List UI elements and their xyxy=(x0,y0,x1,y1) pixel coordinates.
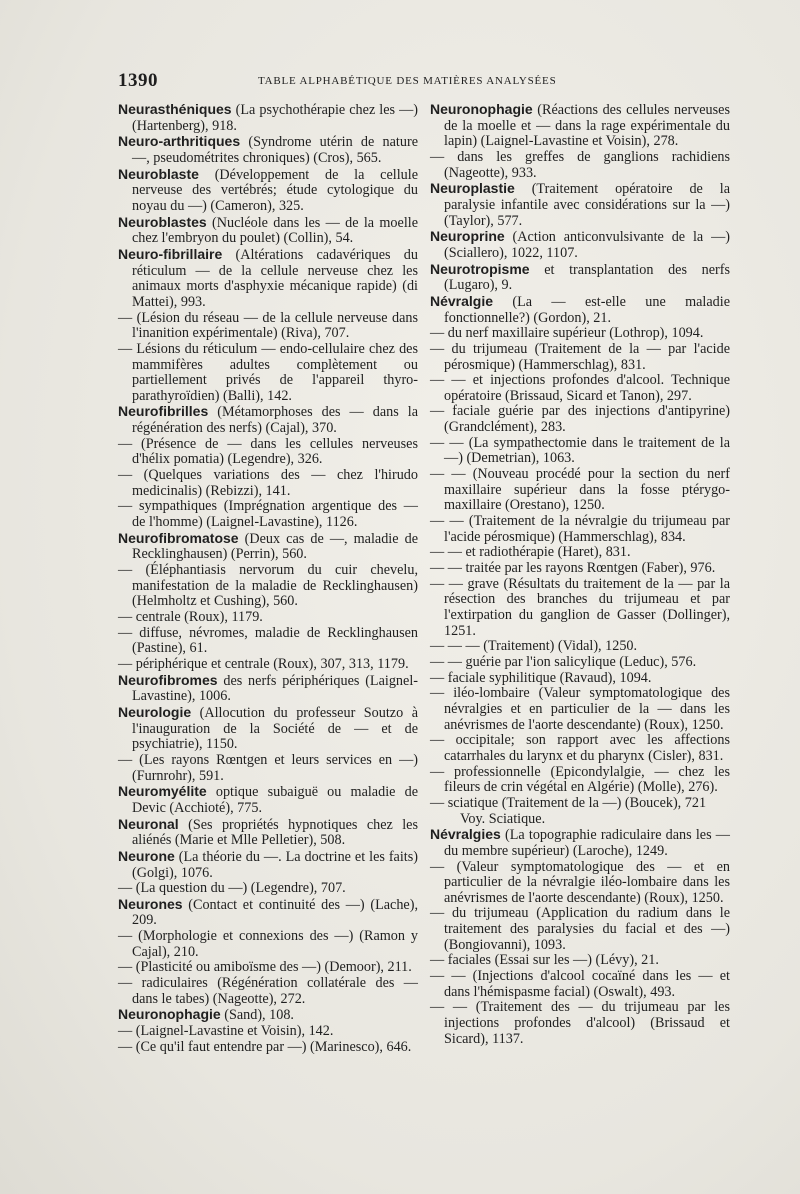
index-entry xyxy=(430,812,730,828)
index-entry xyxy=(430,827,730,859)
entry-headword: Neurotropisme xyxy=(430,260,530,277)
entry-text: — sympathiques (Imprégnation argentique des — de l'homme) (Laignel-Lavastine), 1126. xyxy=(118,498,418,531)
entry-text: (Altérations cadavériques du réticulum — de la cellule nerveuse chez les animaux morts d'asphyxie mécanique rapide) (di Mattei), 993. xyxy=(132,246,418,310)
index-entry xyxy=(118,849,418,881)
index-entry xyxy=(118,1040,418,1056)
entry-text: — iléo-lombaire (Valeur symptomatologique des névralgies et en particulier de la — dans les anévrismes de l'aorte descendante) (Roux), 1250. xyxy=(430,685,730,733)
index-entry xyxy=(118,960,418,976)
entry-text: — faciale guérie par des injections d'antipyrine) (Grandclément), 283. xyxy=(430,403,730,436)
entry-text: (Développement de la cellule nerveuse des vertébrés; étude cytologique du noyau du —) (Cameron), 325. xyxy=(132,166,418,214)
entry-headword: Neuroblastes xyxy=(118,213,207,230)
entry-headword: Névralgie xyxy=(430,292,494,309)
entry-headword: Neuro-fibrillaire xyxy=(118,245,223,262)
entry-text: des nerfs périphériques (Laignel-Lavastine), 1006. xyxy=(132,672,418,705)
entry-text: (Traitement opératoire de la paralysie infantile avec considérations sur la —) (Taylor), 577. xyxy=(444,181,730,229)
entry-text: (Sand), 108. xyxy=(220,1007,294,1024)
entry-headword: Neuroplastie xyxy=(430,180,515,197)
entry-text: — — (Nouveau procédé pour la section du nerf maxillaire supérieur dans la fosse ptérygo-maxillaire (Orestano), 1250. xyxy=(430,466,730,514)
entry-headword: Neuro-arthritiques xyxy=(118,133,241,150)
index-entry xyxy=(118,499,418,530)
index-entry xyxy=(118,102,418,134)
index-entry xyxy=(430,294,730,326)
entry-text: — diffuse, névromes, maladie de Recklinghausen (Pastine), 61. xyxy=(118,624,418,657)
entry-text: (Action anticonvulsivante de la —) (Sciallero), 1022, 1107. xyxy=(444,229,730,261)
index-entry xyxy=(430,102,730,150)
entry-headword: Neurofibrilles xyxy=(118,403,209,420)
entry-text: — — (Traitement de la névralgie du trijumeau par l'acide pérosmique) (Hammerschlag), 834. xyxy=(430,513,730,545)
entry-text: — (Laignel-Lavastine et Voisin), 142. xyxy=(118,1023,334,1040)
index-entry xyxy=(118,167,418,215)
index-entry xyxy=(118,626,418,657)
entry-text: — — (Traitement des — du trijumeau par les injections profondes d'alcool) (Brissaud et Sicard), 1137. xyxy=(430,999,730,1047)
entry-text: (Nucléole dans les — de la moelle chez l'embryon du poulet) (Collin), 54. xyxy=(132,214,418,247)
entry-headword: Neuronophagie xyxy=(118,1006,221,1023)
entry-text: optique subaiguë ou maladie de Devic (Acchioté), 775. xyxy=(132,784,418,816)
index-entry xyxy=(118,404,418,436)
page-header xyxy=(118,70,718,92)
entry-headword: Neurofibromes xyxy=(118,671,218,688)
entry-text: — du nerf maxillaire supérieur (Lothrop), 1094. xyxy=(430,325,704,342)
entry-text: (Deux cas de —, maladie de Recklinghausen) (Perrin), 560. xyxy=(132,530,418,563)
entry-text: — du trijumeau (Traitement de la — par l'acide pérosmique) (Hammerschlag), 831. xyxy=(430,340,730,373)
entry-text: (Ses propriétés hypnotiques chez les aliénés (Marie et Mlle Pelletier), 508. xyxy=(132,816,418,849)
index-entry xyxy=(430,342,730,373)
entry-text: — (Éléphantiasis nervorum du cuir chevelu, manifestation de la maladie de Recklinghausen) (Helmholtz et Cushing), 560. xyxy=(118,562,418,610)
entry-text: Voy. Sciatique. xyxy=(460,810,546,827)
entry-text: — professionnelle (Epicondylalgie, — chez les fileurs de crin végétal en Algérie) (Molle), 276). xyxy=(430,763,730,796)
entry-text: et transplantation des nerfs (Lugaro), 9. xyxy=(444,261,730,294)
index-entry xyxy=(430,545,730,561)
left-column xyxy=(118,102,418,1055)
entry-headword: Neurasthéniques xyxy=(118,101,232,117)
index-entry xyxy=(430,229,730,261)
index-entry xyxy=(430,639,730,655)
entry-headword: Neuroblaste xyxy=(118,165,199,182)
entry-text: — — — (Traitement) (Vidal), 1250. xyxy=(430,638,638,655)
entry-text: — (Lésion du réseau — de la cellule nerveuse dans l'inanition expérimentale) (Riva), 707. xyxy=(118,309,418,342)
entry-text: — — et radiothérapie (Haret), 831. xyxy=(430,544,631,561)
index-entry xyxy=(430,262,730,294)
index-entry xyxy=(430,404,730,435)
entry-headword: Neuronophagie xyxy=(430,101,533,117)
index-entry xyxy=(430,326,730,342)
entry-text: — (Morphologie et connexions des —) (Ramon y Cajal), 210. xyxy=(118,928,418,960)
index-entry xyxy=(430,860,730,907)
entry-text: — dans les greffes de ganglions rachidiens (Nageotte), 933. xyxy=(430,148,730,181)
index-entry xyxy=(430,181,730,229)
entry-headword: Neuromyélite xyxy=(118,783,207,800)
index-entry xyxy=(118,311,418,342)
entry-text: — occipitale; son rapport avec les affections catarrhales du larynx et du pharynx (Cisler), 831. xyxy=(430,732,730,764)
index-entry xyxy=(118,817,418,849)
entry-text: (Métamorphoses des — dans la régénération des nerfs) (Cajal), 370. xyxy=(132,404,418,437)
entry-text: — centrale (Roux), 1179. xyxy=(118,609,263,625)
page-number: 1390 xyxy=(118,70,158,91)
entry-text: — (Valeur symptomatologique des — et en particulier de la névralgie iléo-lombaire dans les anévrismes de l'aorte descendante) (Roux), 1250. xyxy=(430,858,730,906)
entry-text: — (La question du —) (Legendre), 707. xyxy=(118,880,346,897)
entry-headword: Neuronal xyxy=(118,815,179,832)
entry-text: (Contact et continuité des —) (Lache), 209. xyxy=(132,896,418,929)
entry-text: — — (Injections d'alcool cocaïné dans les — et dans l'hémispasme facial) (Oswalt), 493. xyxy=(430,968,730,1000)
entry-text: — (Quelques variations des — chez l'hirudo medicinalis) (Rebizzi), 141. xyxy=(118,467,418,499)
entry-text: — Lésions du réticulum — endo-cellulaire chez des mammifères adultes complètement ou partiellement privés de l'appareil thyro-parathyroïdien) (Balli), 142. xyxy=(118,340,418,404)
index-entry xyxy=(430,514,730,545)
index-entry xyxy=(118,897,418,929)
entry-text: — — guérie par l'ion salicylique (Leduc), 576. xyxy=(430,653,697,670)
index-entry xyxy=(430,436,730,467)
entry-headword: Neurone xyxy=(118,847,175,864)
index-entry xyxy=(430,561,730,577)
entry-text: (Syndrome utérin de nature —, pseudométrites chroniques) (Cros), 565. xyxy=(132,134,418,166)
entry-text: — (Présence de — dans les cellules nerveuses d'hélix pomatia) (Legendre), 326. xyxy=(118,435,418,468)
entry-text: — faciales (Essai sur les —) (Lévy), 21. xyxy=(430,952,659,969)
entry-text: (La topographie radiculaire dans les — du membre supérieur) (Laroche), 1249. xyxy=(444,827,730,859)
index-entry xyxy=(118,1007,418,1024)
entry-text: (La — est-elle une maladie fonctionnelle?) (Gordon), 21. xyxy=(444,293,730,326)
index-entry xyxy=(430,150,730,181)
index-entry xyxy=(430,796,730,812)
entry-text: (Allocution du professeur Soutzo à l'inauguration de la Société de — et de psychiatrie), 1150. xyxy=(132,704,418,753)
index-entry xyxy=(118,610,418,626)
index-entry xyxy=(118,247,418,311)
index-entry xyxy=(430,765,730,796)
entry-headword: Neurones xyxy=(118,895,183,912)
entry-headword: Neuroprine xyxy=(430,228,505,245)
entry-text: — — grave (Résultats du traitement de la — par la résection des branches du trijumeau et par l'extirpation du ganglion de Gasser (Dollinger), 1251. xyxy=(430,575,730,639)
index-entry xyxy=(118,468,418,499)
index-entry xyxy=(430,577,730,640)
index-entry xyxy=(430,671,730,687)
index-entry xyxy=(118,976,418,1007)
index-entry xyxy=(118,881,418,897)
entry-text: — — (La sympathectomie dans le traitement de la —) (Demetrian), 1063. xyxy=(430,434,730,467)
index-entry xyxy=(118,657,418,673)
index-entry xyxy=(118,753,418,784)
entry-text: — périphérique et centrale (Roux), 307, 313, 1179. xyxy=(118,655,409,672)
right-column xyxy=(430,102,730,1047)
index-entry xyxy=(430,953,730,969)
index-entry xyxy=(118,437,418,468)
index-entry xyxy=(118,929,418,960)
index-entry xyxy=(430,969,730,1000)
index-entry xyxy=(118,215,418,247)
entry-headword: Névralgies xyxy=(430,826,501,843)
index-entry xyxy=(430,686,730,733)
running-head: TABLE ALPHABÉTIQUE DES MATIÈRES ANALYSÉES xyxy=(258,75,557,87)
index-entry xyxy=(118,531,418,563)
entry-text: — — et injections profondes d'alcool. Technique opératoire (Brissaud, Sicard et Tanon), 297. xyxy=(430,372,730,404)
index-entry xyxy=(430,733,730,764)
entry-text: (Réactions des cellules nerveuses de la moelle et — dans la rage expérimentale du lapin) (Laignel-Lavastine et Voisin), 278. xyxy=(444,102,730,150)
entry-text: (La psychothérapie chez les —) (Hartenberg), 918. xyxy=(132,102,418,134)
index-entry xyxy=(118,134,418,166)
entry-headword: Neurofibromatose xyxy=(118,529,239,546)
entry-text: — — traitée par les rayons Rœntgen (Faber), 976. xyxy=(430,560,716,577)
entry-text: — faciale syphilitique (Ravaud), 1094. xyxy=(430,669,652,686)
index-entry xyxy=(118,705,418,753)
entry-text: — radiculaires (Régénération collatérale des — dans le tabes) (Nageotte), 272. xyxy=(118,975,418,1007)
index-entry xyxy=(118,1024,418,1040)
entry-text: — (Ce qu'il faut entendre par —) (Marinesco), 646. xyxy=(118,1038,412,1055)
index-entry xyxy=(430,655,730,671)
index-entry xyxy=(118,784,418,816)
index-entry xyxy=(118,673,418,705)
entry-headword: Neurologie xyxy=(118,703,192,720)
entry-text: — sciatique (Traitement de la —) (Boucek), 721 xyxy=(430,794,707,811)
index-entry xyxy=(430,373,730,404)
index-entry xyxy=(430,467,730,514)
index-entry xyxy=(118,563,418,610)
entry-text: — du trijumeau (Application du radium dans le traitement des paralysies du facial et des —) (Bongiovanni), 1093. xyxy=(430,905,730,953)
entry-text: (La théorie du —. La doctrine et les faits) (Golgi), 1076. xyxy=(132,848,418,881)
index-entry xyxy=(118,342,418,405)
index-entry xyxy=(430,906,730,953)
index-entry xyxy=(430,1000,730,1047)
entry-text: — (Plasticité ou amiboïsme des —) (Demoor), 211. xyxy=(118,959,412,976)
entry-text: — (Les rayons Rœntgen et leurs services en —) (Furnrohr), 591. xyxy=(118,751,418,784)
